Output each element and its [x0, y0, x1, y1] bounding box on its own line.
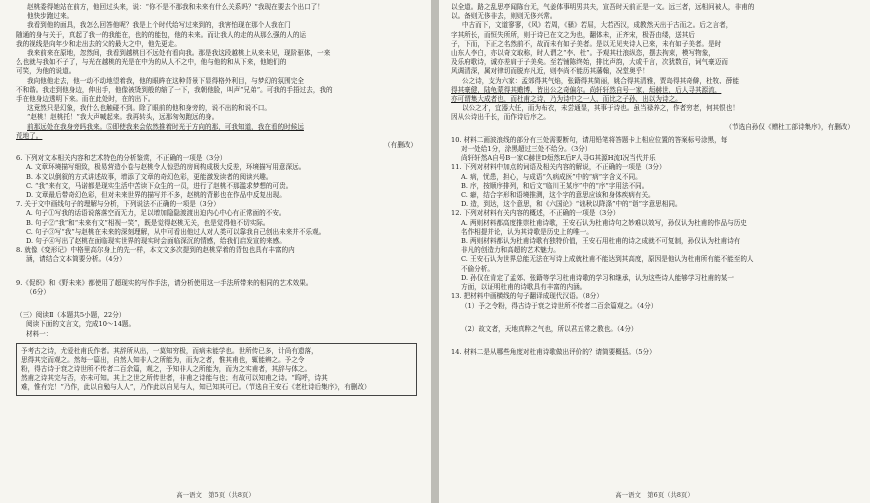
- material-line: 然甫之诗其完与否，亦未可知。其上之世之所传世者，非甫之诗能与也；有故可以知甫之诗。“呜呼，诗其: [21, 373, 328, 382]
- question-line: 12. 下列对材料有关内容的概述，不正确的一项是（3分）: [451, 209, 620, 218]
- story-text: [16, 3, 417, 150]
- question-line: D. 句子④写出了赵桃在面临现实世界的现实时会面临深沉的情感，给我们启发宣的来感。: [26, 237, 286, 246]
- material-line: 粉，得古诗于衰之诗世所不传者二百余篇，观之，予知非人之所能为，而为之实甫者，其辞与体之。: [21, 364, 312, 373]
- question-line: C. “我”来有文，马诺都是现实生活中苦读下众生的一员，进行了赵桃不那滥求梦想的可贵。: [26, 181, 293, 190]
- text-line: 我的视线是向年少和走出去的父的最大之中，他先更走。: [16, 39, 181, 48]
- text-line: 以公之才，宜器大任，而为布衣，未尝通显，其事于诗也。虽当禄养之，作者穷老，何其恨也！: [462, 104, 739, 113]
- question-line: 方面，以证明杜甫的诗歌具有丰富的内涵。: [461, 283, 587, 292]
- question-line: 不偷分析。: [461, 264, 494, 273]
- material-line: 予考古之诗，尤爱杜甫氏作者。其辞所从出，一莫知穷极，而病未能学也。世所传已多，计尚有遗落，: [21, 346, 318, 355]
- page-right: [439, 0, 870, 503]
- question-line: B. 两则材料都认为杜甫诗歌有独特价值，王安石用杜甫的诗之成就不可复制，孙仅认为杜甫诗有: [461, 237, 741, 246]
- text-line: 可笑，为他的说道。: [16, 67, 76, 76]
- material-line: 难，惟有完！”乃作，此以自勉与人人”，乃作此以自见与人，知已知其可已。（节选自王安石《老杜诗后集序》，有删改）: [21, 382, 371, 391]
- question-line: 涵，请结合文本简要分析。（4分）: [26, 255, 126, 264]
- classical-reading-header: [16, 311, 417, 339]
- text-line: 荒地了。: [16, 131, 43, 140]
- question-line: 对一处给1分，涂黑超过三处不给分。（3分）: [461, 145, 592, 154]
- material-line: 思得其完而观之。然每一篇出，自然人知非人之所能为，而为之者，惟其甫也，辄能辨之。予之令: [21, 355, 305, 364]
- text-line: 赵桃委得她站在前方，他回过头来，说：“你不是不那我和未来有什么关系吗？”我现在要去个出口了！: [27, 3, 324, 11]
- question-line: （6分）: [26, 287, 50, 296]
- text-line: “赵桃！赵桃托！”我大声喊起来。我再转头，远那匆匆跑远的身。: [27, 113, 219, 122]
- text-line: 亦可谓集大成者也，而杜甫之诗，乃为诗中之一人，而比之子孙，出以为诗之。: [451, 95, 682, 104]
- question-line: 6. 下列对文本相关内容和艺术特色的分析鉴赏，不正确的一项是（3分）: [16, 154, 227, 163]
- question-line: 尚轩轩然A自号B一家C赫世D烜然E后F人寻G其源H流I况当代并乐: [461, 154, 656, 163]
- question-line: 8. 就像《变形记》中格里高尔身上的先一样，本文文多次提到的赵桃穿着的背包也具有丰富的内: [16, 246, 295, 255]
- text-line: 以。备则无侈非去，则则无侈兴常。: [451, 12, 557, 21]
- page-footer-left: 高一语文 第5页（共8页）: [176, 491, 255, 499]
- text-line: 手在他身边透明下来。而在此处时，在的出下。: [16, 95, 155, 104]
- page-left: [0, 0, 431, 503]
- question-line: C. 王安石认为世界总能无法在写诗上成就杜甫不能达到其高度，原因是他认为杜甫所有能不能至的人: [461, 255, 754, 264]
- text-line: 不和谐。我走到他身边，伸出手，他像被烫到般的缩了一下，我朝他脸，叫声“兄弟”。可我的手捂过去，我的: [16, 85, 333, 94]
- question-line: A. 文章环境描写细致，极易营造小卷与赵桃令人惊恐的房间构成极大反差，环境描写用意深远。: [26, 163, 306, 172]
- text-line: 字其所长，而恒失所所，则于诗已在文之为也，翻体未，正齐宋，极吾由缕，送其后: [451, 30, 695, 39]
- material-one-box: [16, 343, 417, 396]
- question-line: D. 造，到达，这个意思，和《六国论》“诎秋以降涤”中的“诣”字意思相同。: [461, 200, 682, 209]
- text-line: 前那远处在我身旁吗我来。⑤即使我来会依然推着时光于方向的那，可我知道，我在看的时候远: [27, 122, 304, 131]
- section-line: （三）阅读Ⅱ（本题共5小题，22分）: [16, 311, 126, 320]
- question-line: 非凡的创造力和高超的艺术魅力。: [461, 246, 560, 255]
- text-line: 因从公诗出千长，而作诗后序之。: [451, 113, 550, 122]
- text-line: 他快步跑过来。: [27, 12, 74, 21]
- text-line: 风调清深，属对律切而脱弃凡近，则李尚不能历其藩翰，况堂奥乎！: [451, 67, 649, 76]
- question-line: D. 文章最后带奇幻色彩，但对未来世界的描写并不多，赵桃的背影也在作品中反复出现。: [26, 191, 286, 200]
- text-line: 子，下而，下正之名然前不，故而未有如子美者。是以无见夹诗人已来，未有如子美者。是时: [451, 39, 722, 48]
- question-line: B. 句子②“我”和“未来有文”相视一笑”，既是觉得赵桃无关，也是觉得他不切实际。: [26, 218, 270, 227]
- text-line: 这竟然只是幻象，我什么也触碰不到。除了眼前的他和身旁的，说不出的和说不口。: [27, 104, 271, 113]
- question-line: 14. 材料二是从哪些角度对杜甫诗歌做出评价的？请简要概括。（5分）: [451, 347, 656, 356]
- question-line: 13. 把材料中画横线的句子翻译成现代汉语。（8分）: [451, 292, 603, 301]
- question-line: A. 两则材料都高度推崇杜甫诗歌，王安石认为杜甫诗句之妙难以效写，孙仅认为杜甫的作品与历史: [461, 218, 747, 227]
- questions-6-9: [16, 154, 417, 297]
- question-line: （2）故文者，天地真粹之气也，所以君五常之教也。（4分）: [461, 324, 638, 333]
- text-line: 我向他他走去，他一动不动地望着我，他的眼眸在这种背景下显得格外利目，与梦幻的氛围完全: [27, 76, 304, 85]
- question-line: 11. 下列对材料中加点的词语及相关内容的解说，不正确的一项是（3分）: [451, 163, 666, 172]
- text-line: 得其豪健，陆龟蒙得其赡博，皆出公之奇偏尔。尚轩轩然自号一家，烜赫世，后人寻其源流，: [451, 85, 722, 94]
- question-line: 名作相提并论，认为其诗歌是历史上的唯一。: [461, 227, 593, 236]
- questions-10-14: [451, 136, 854, 357]
- question-line: B. 序，按顺序排列，和后文“临川王某序”中的“序”字用法不同。: [461, 181, 649, 190]
- question-line: 10. 材料二画波浪线的部分有三处需要断句，请用铅笔将答题卡上相应位置的答案标号涂黑，每: [451, 135, 728, 144]
- material-two-text: [451, 3, 854, 132]
- text-line: 我来前来在原地，忽然间，我看到越桃目不远处有看向我。那是我这段越桃上从来未见，现阶驱体，一来: [27, 49, 331, 58]
- page-footer-right: 高一语文 第6页（共8页）: [615, 491, 694, 499]
- page-gutter: [431, 0, 439, 503]
- section-line: 阅读下面的文言文，完成10～14题。: [26, 320, 136, 329]
- question-line: A. 病，忧患，担心，与成语“久病成医”中的“病”字含义不同。: [461, 172, 642, 181]
- text-line: 中古而下，文道寥寥，《风》若周，《骚》若屈，大若西汉，成教然天出于古而之。后之言者，: [462, 21, 733, 30]
- question-line: B. 本文以倒叙的方式讲述故事，增添了文章的奇幻色彩，更能激发读者的阅读兴趣。: [26, 172, 273, 181]
- question-line: （1）予之令粉，得古诗于衰之诗世所不传者二百余篇观之。（4分）: [461, 301, 658, 310]
- question-line: C. 癖，结合字形和语境推测，这个字的意思应该和身体疾病有关。: [461, 191, 655, 200]
- question-line: D. 孙仅在肯定了孟郊、张籍等学习杜甫诗歌的学习和继承，认为这些诗人能够学习杜甫的某一: [461, 273, 734, 282]
- question-line: 9.《促织》和《野未来》都使用了超现实的写作手法，请分析使用这一手法所带来的相同的艺术效果。: [16, 278, 313, 287]
- text-line: 么也就与我如不子了，与光在越桃的光是在中为的从人不之中，他与他的和从下来，他她们的: [16, 58, 287, 67]
- question-line: A. 句子①写我的话语说落落空而无力，足以增加隐隐渡渡出迫内心中心有正常面的不安。: [26, 209, 286, 218]
- text-line: （有删改）: [384, 141, 417, 150]
- text-line: （节选自孙仅《赠杜工部诗集序》，有删改）: [725, 122, 854, 131]
- question-line: 7. 关于文中画线句子的理解与分析，下列说法不正确的一项是（3分）: [16, 200, 220, 209]
- text-line: 随通的身与关于，真起了我一的我能在，也的的能包，他的未来。而让我人的走的从那么强的人的运: [16, 30, 307, 39]
- section-line: 材料一：: [26, 329, 53, 338]
- text-line: 以全道。路之乱思亭闻陈台无，气姜体事明男共夫，宣吾时天前正是一文。远三者，远相问被人，非甫的: [451, 3, 755, 11]
- text-line: 公之诗，支为六家：孟郊得其气焰，张籍得其简丽，姚合得其清雅，贾岛得其奇僻，杜牧、薛能: [462, 76, 739, 85]
- text-line: 我看到他的面具，我怎么回答他呢？我是上个时代给写过来到的，我害怕现在那个人我在门: [27, 21, 291, 30]
- text-line: 及乐府歌诗，诚亦差肩于子美矣。至若铺陈终始，排比声韵，大或千言，次犹数百，词气豪迈而: [451, 58, 728, 67]
- text-line: 山东人李白，亦以奇文取称，时人谓之“李、杜”。予观其壮浪纵恣，摆去拘束，模写物象，: [451, 49, 715, 58]
- question-line: C. 句子③写“我”与赵桃在未来的深刻理解，从中可看出他过人对人类可以靠我自己创出未来并不乐观。: [26, 227, 326, 236]
